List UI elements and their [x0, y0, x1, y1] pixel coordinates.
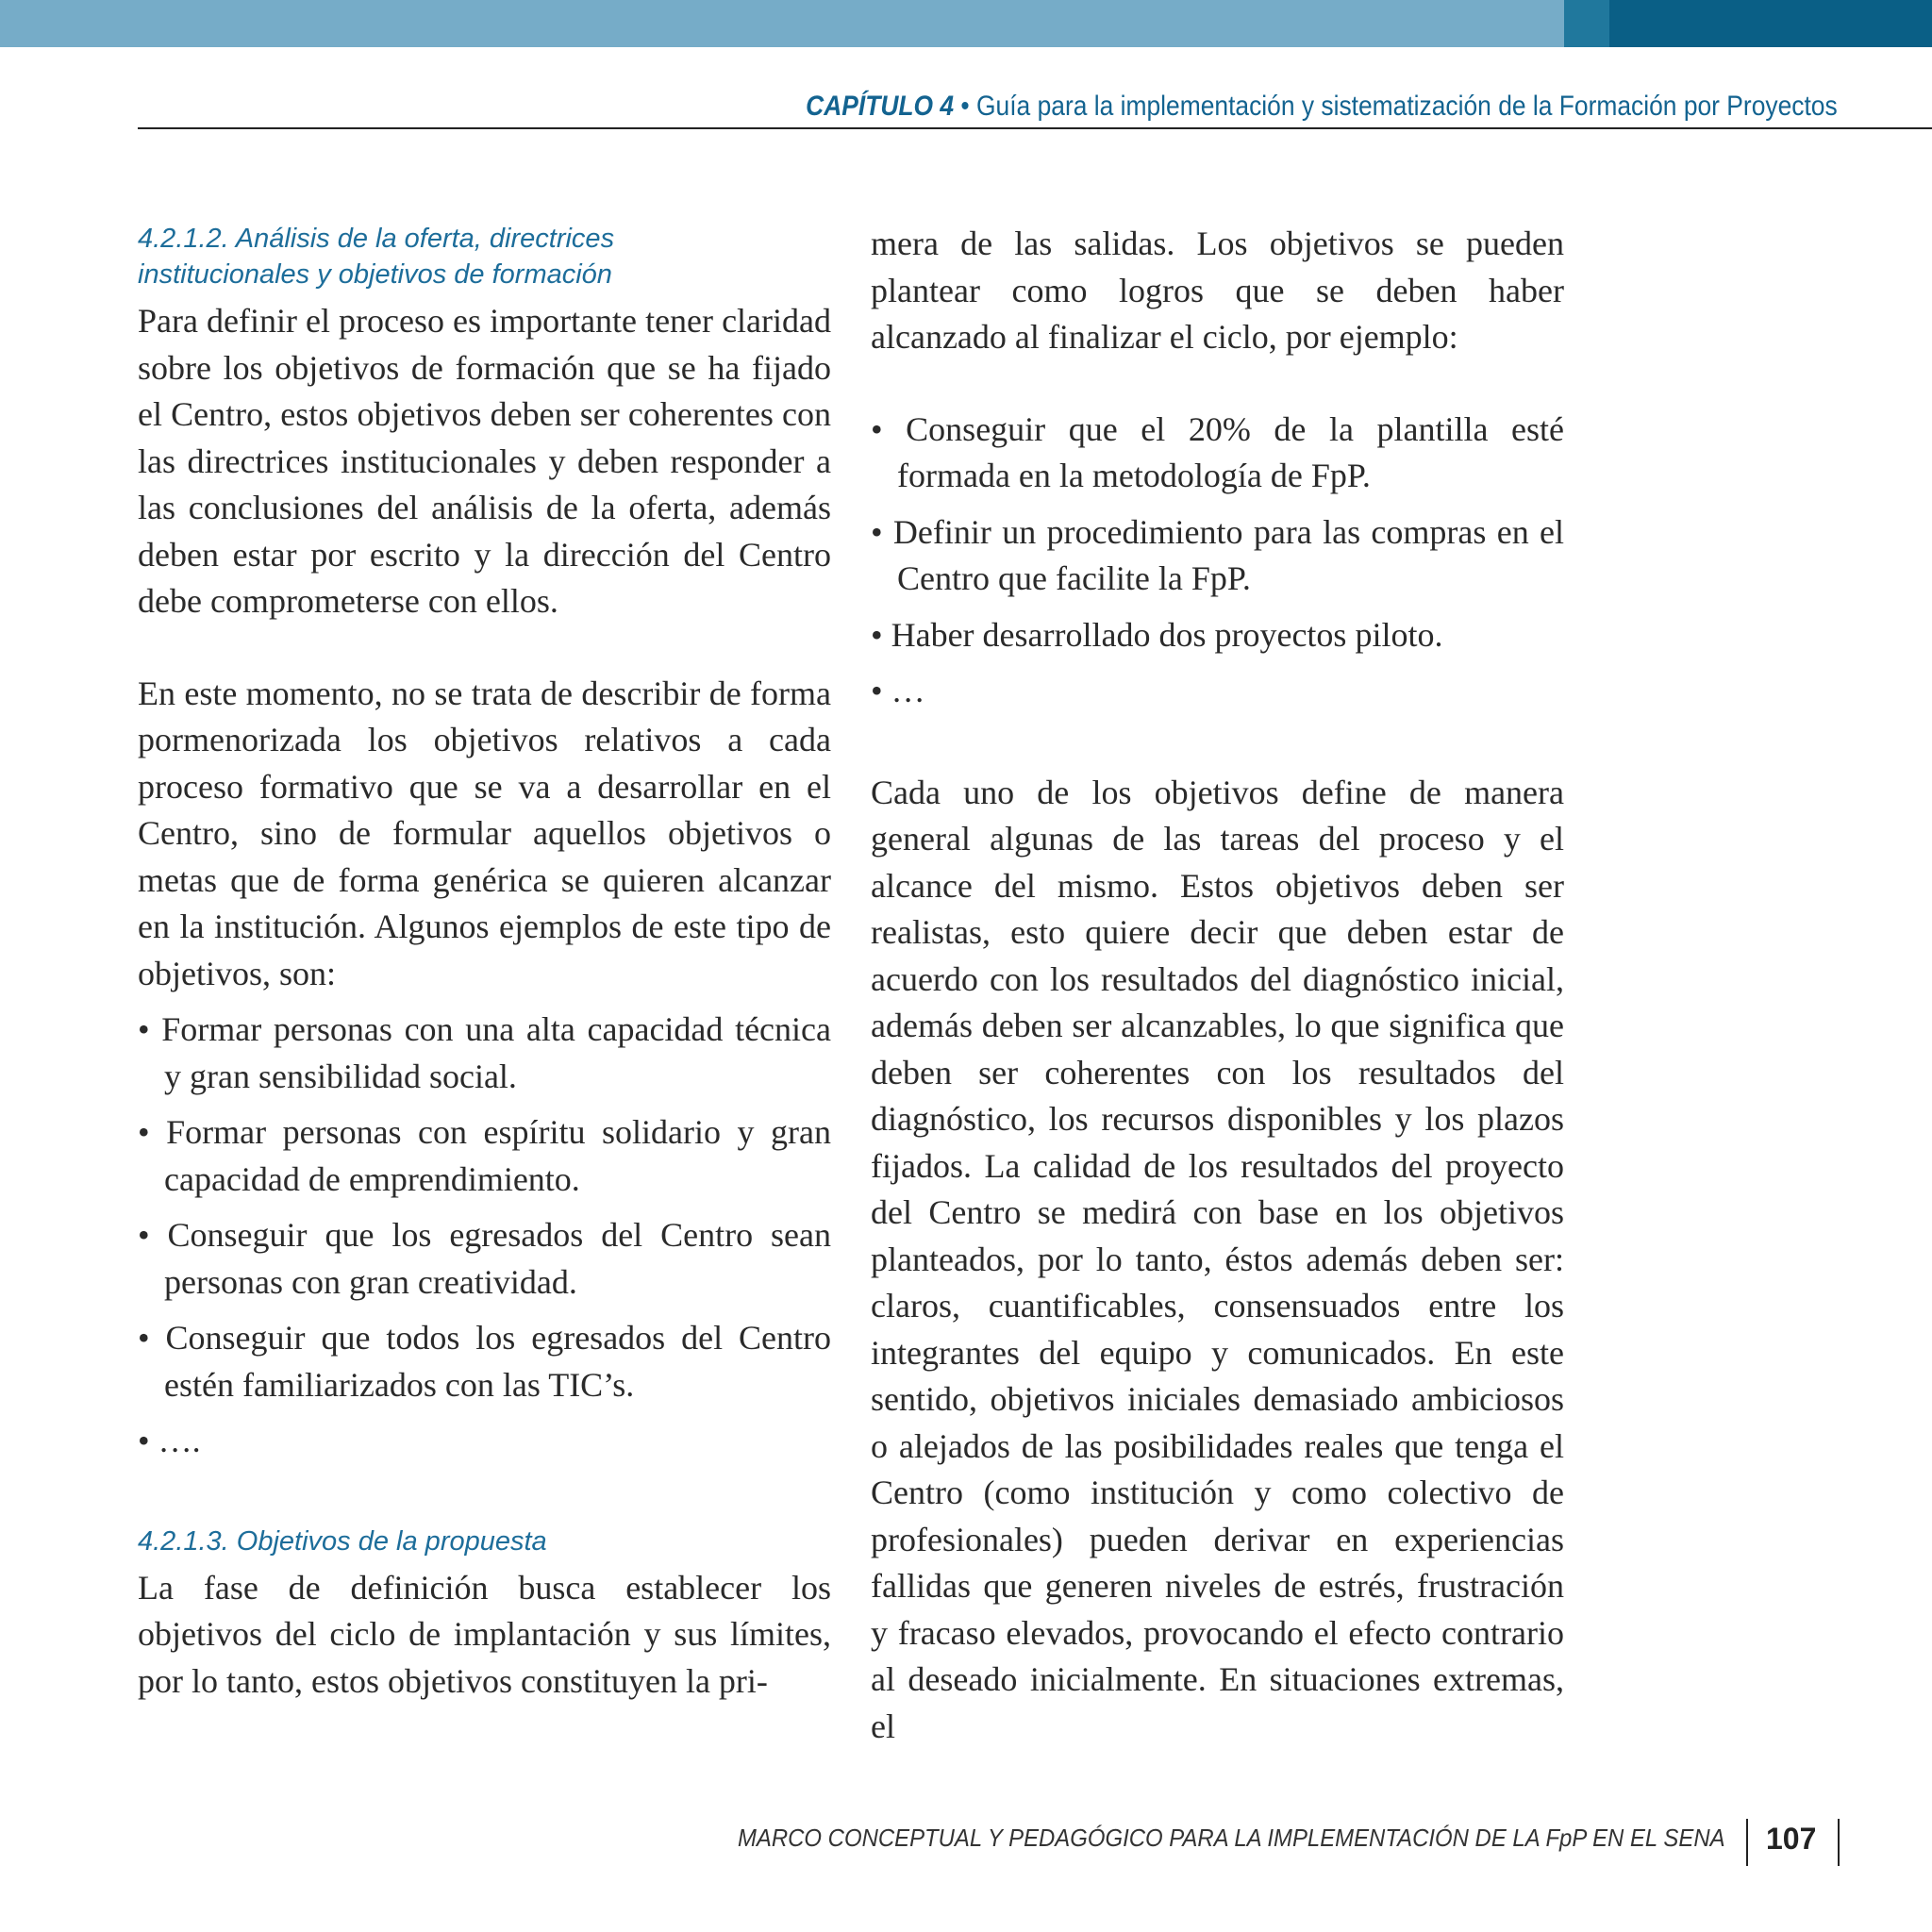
section-heading-4-2-1-3: 4.2.1.3. Objetivos de la propuesta — [138, 1525, 547, 1557]
top-bar-accent-dark — [1609, 0, 1932, 47]
top-color-bar — [0, 0, 1932, 47]
page-number: 107 — [1766, 1822, 1817, 1856]
left-column — [138, 221, 831, 1705]
paragraph: La fase de definición busca establecer los objetivos del ciclo de implantación y sus límites, por lo tanto, estos objetivos constituyen la pri- — [138, 1568, 831, 1700]
footer-divider — [1746, 1819, 1748, 1866]
paragraph: En este momento, no se trata de describir de forma pormenorizada los objetivos relativos a cada proceso formativo que se va a desarrollar en el Centro, sino de formular aquellos objetivos o metas que de forma genérica se quieren alcanzar en la institución. Algunos ejemplos de este tipo de objetivos, son: — [138, 674, 831, 992]
chapter-label: CAPÍTULO 4 — [806, 91, 955, 122]
footer-title: MARCO CONCEPTUAL Y PEDAGÓGICO PARA LA IMPLEMENTACIÓN DE LA FpP EN EL SENA — [738, 1824, 1725, 1852]
chapter-title: Guía para la implementación y sistematización de la Formación por Proyectos — [976, 91, 1838, 122]
section-heading-4-2-1-2 — [138, 221, 831, 292]
header-separator: • — [954, 91, 977, 122]
right-column — [871, 221, 1564, 1750]
list-item: • …. — [138, 1422, 201, 1459]
section-heading-line: institucionales y objetivos de formación — [138, 259, 612, 290]
header-rule — [138, 127, 1932, 129]
list-item: • Definir un procedimiento para las compras en el Centro que facilite la FpP. — [871, 512, 1564, 597]
top-bar-accent-light — [1564, 0, 1609, 47]
bullet-list — [871, 407, 1564, 715]
list-item: • Conseguir que el 20% de la plantilla esté formada en la metodología de FpP. — [871, 409, 1564, 494]
paragraph: mera de las salidas. Los objetivos se pueden plantear como logros que se deben haber alcanzado al finalizar el ciclo, por ejemplo: — [871, 225, 1564, 356]
list-item: • Conseguir que todos los egresados del Centro estén familiarizados con las TIC’s. — [138, 1319, 831, 1404]
list-item: • Haber desarrollado dos proyectos piloto. — [871, 615, 1443, 654]
paragraph: Cada uno de los objetivos define de manera general algunas de las tareas del proceso y el alcance del mismo. Estos objetivos deben ser realistas, esto quiere decir que deben estar de acuerdo con los resultados del diagnóstico inicial, además deben ser alcanzables, lo que significa que deben ser coherentes con los resultados del diagnóstico, los recursos disponibles y los plazos fijados. La calidad de los resultados del proyecto del Centro se medirá con base en los objetivos planteados, por lo tanto, éstos además deben ser: claros, cuantificables, consensuados entre los integrantes del equipo y comunicados. En este sentido, objetivos iniciales demasiado ambiciosos o alejados de las posibilidades reales que tenga el Centro (como institución y como colectivo de profesionales) pueden derivar en experiencias fallidas que generen niveles de estrés, frustración y fracaso elevados, provocando el efecto contrario al deseado inicialmente. En situaciones extremas, el — [871, 773, 1564, 1745]
list-item: • Formar personas con una alta capacidad técnica y gran sensibilidad social. — [138, 1010, 831, 1095]
running-header — [806, 91, 1838, 123]
list-item: • Conseguir que los egresados del Centro sean personas con gran creatividad. — [138, 1216, 831, 1301]
paragraph: Para definir el proceso es importante tener claridad sobre los objetivos de formación que se ha fijado el Centro, estos objetivos deben ser coherentes con las directrices institucionales y deben responder a las conclusiones del análisis de la oferta, además deben estar por escrito y la dirección del Centro debe comprometerse con ellos. — [138, 302, 831, 620]
bullet-list — [138, 1007, 831, 1465]
section-heading-line: 4.2.1.2. Análisis de la oferta, directrices — [138, 224, 615, 254]
page-footer — [0, 1811, 1932, 1868]
footer-divider — [1838, 1819, 1840, 1866]
list-item: • … — [871, 672, 925, 709]
list-item: • Formar personas con espíritu solidario y gran capacidad de emprendimiento. — [138, 1113, 831, 1198]
